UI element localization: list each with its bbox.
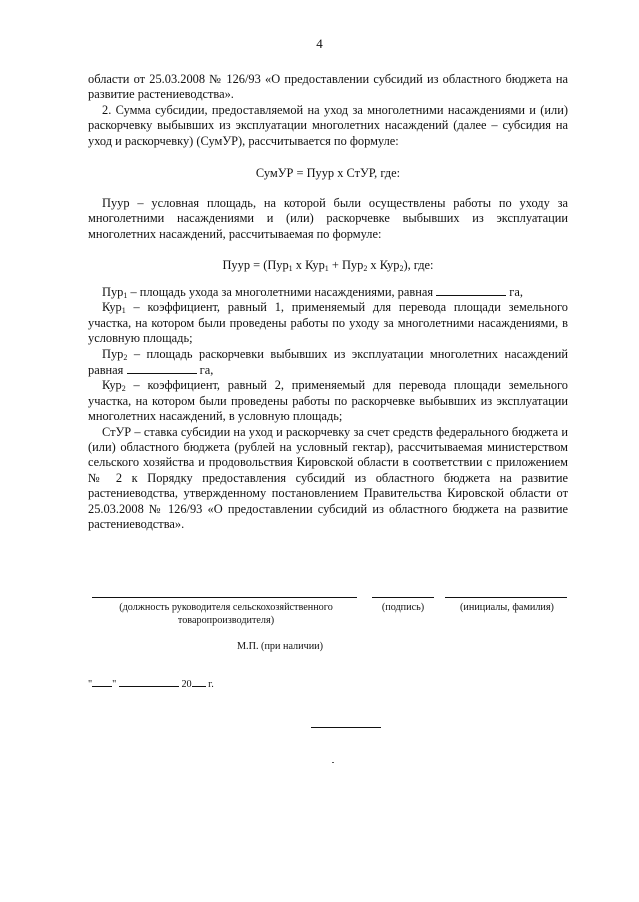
closing-divider	[311, 727, 381, 728]
stamp-label: М.П. (при наличии)	[237, 641, 324, 652]
paragraph-2-text: 2. Сумма субсидии, предоставляемой на уход за многолетними насаждениями и (или) раскорчевку выбывших из эксплуатации многолетних насаждений (далее – субсидия на уход и раскорчевку) (СумУР), рассчитывается по формуле:	[88, 103, 568, 148]
formula-sumur	[88, 166, 568, 181]
date-row: " " 20 г.	[88, 676, 288, 691]
page-number: 4	[316, 36, 323, 51]
position-line[interactable]	[92, 597, 357, 598]
definition-kur1: Кур$_1$ – коэффициент, равный 1, применяемый для перевода площади земельного участка, на котором были проведены работы по уходу за многолетними насаждениями, в условную площадь;	[88, 300, 568, 346]
formula-puur-text: Пуур = (Пур$_1$ х Кур$_1$ + Пур$_2$ х Кур$_2$), где:	[222, 258, 434, 273]
initials-label: (инициалы, фамилия)	[460, 602, 554, 613]
signature-line[interactable]	[372, 597, 434, 598]
paragraph-puur-text: Пуур – условная площадь, на которой были осуществлены работы по уходу за многолетними насаждениями и (или) раскорчевке выбывших из эксплуатации многолетних насаждений, рассчитываемая по формуле:	[88, 196, 568, 241]
formula-sumur-text: СумУР = Пуур х СтУР, где:	[255, 166, 401, 180]
scan-speck	[332, 762, 334, 763]
initials-line[interactable]	[445, 597, 567, 598]
formula-puur	[88, 258, 568, 273]
definition-pur1: Пур$_1$ – площадь ухода за многолетними насаждениями, равная га,	[102, 285, 523, 300]
signature-label: (подпись)	[381, 602, 425, 613]
paragraph-2	[88, 103, 568, 149]
definition-stur: СтУР – ставка субсидии на уход и раскорчевку за счет средств федерального бюджета и (или) областного бюджета (рублей на условный гектар), рассчитываемая министерством сельского хозяйства и продовольствия Кировской области в соответствии с приложением № 2 к Порядку предоставления субсидий из областного бюджета на развитие растениеводства, утвержденному постановлением Правительства Кировской области от 25.03.2008 № 126/93 «О предоставлении субсидий из областного бюджета на развитие растениеводства».	[88, 424, 568, 532]
definition-pur2: Пур$_2$ – площадь раскорчевки выбывших из эксплуатации многолетних насаждений равная га,	[88, 346, 568, 378]
position-label: (должность руководителя сельскохозяйственного товаропроизводителя)	[119, 602, 333, 626]
date-day-blank[interactable]	[92, 676, 112, 687]
definitions-block	[88, 284, 568, 533]
intro-text: области от 25.03.2008 № 126/93 «О предоставлении субсидий из областного бюджета на развитие растениеводства».	[88, 72, 568, 102]
paragraph-intro	[88, 72, 568, 103]
definition-kur2: Кур$_2$ – коэффициент, равный 2, применяемый для перевода площади земельного участка, на котором были проведены работы по раскорчевке выбывших из эксплуатации многолетних насаждений, в условную площадь;	[88, 378, 568, 424]
date-year-blank[interactable]	[192, 676, 206, 687]
area-blank-2[interactable]	[127, 362, 197, 374]
paragraph-puur	[88, 196, 568, 242]
date-month-blank[interactable]	[119, 676, 179, 687]
area-blank-1[interactable]	[436, 284, 506, 296]
